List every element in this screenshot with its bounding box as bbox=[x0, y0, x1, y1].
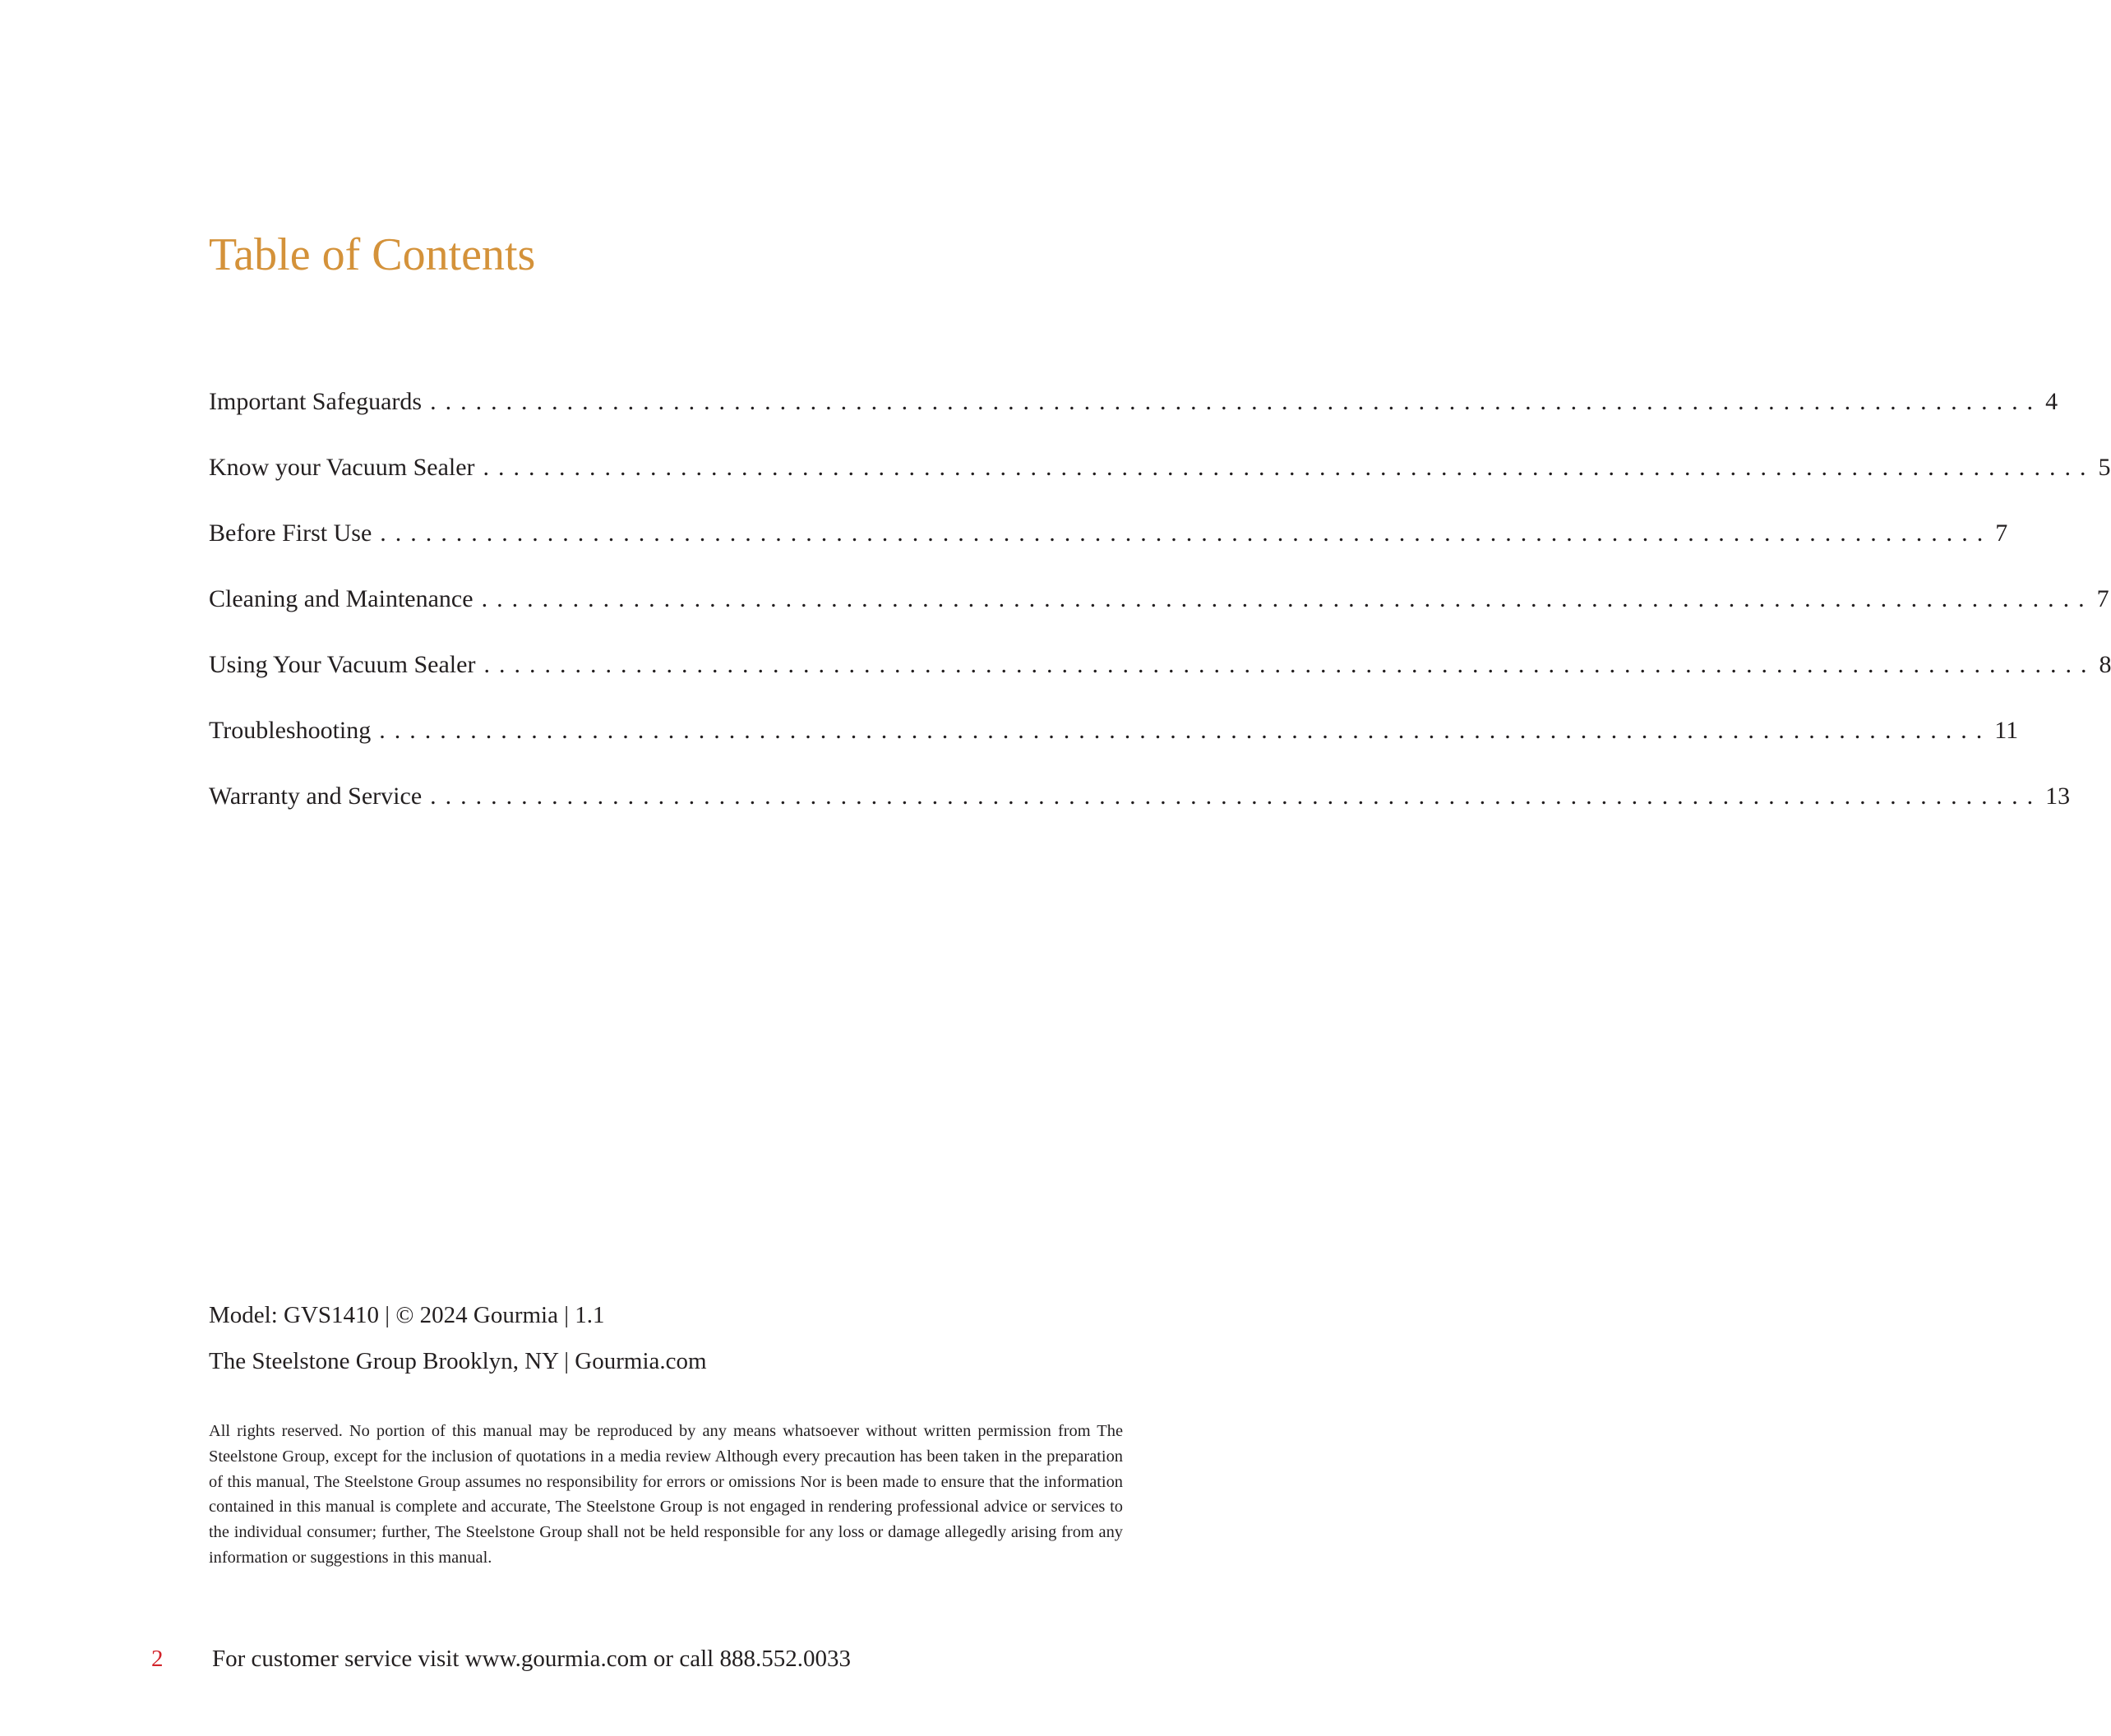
company-line: The Steelstone Group Brooklyn, NY | Gourmia.com bbox=[209, 1348, 707, 1374]
product-info bbox=[209, 1292, 707, 1384]
toc-label: Before First Use bbox=[209, 519, 372, 547]
toc-page-number: 13 bbox=[2045, 783, 2071, 810]
toc-entry-using-your-vacuum-sealer[interactable] bbox=[209, 651, 2111, 717]
toc-entry-cleaning-and-maintenance[interactable] bbox=[209, 585, 2109, 651]
toc-entry-before-first-use[interactable] bbox=[209, 519, 2008, 585]
dot-leader: .......................................................................................................... bbox=[380, 519, 1993, 547]
dot-leader: .......................................................................................................... bbox=[481, 585, 2094, 612]
toc-page-number: 7 bbox=[2096, 585, 2109, 612]
toc-page-number: 11 bbox=[1994, 717, 2019, 744]
dot-leader: .......................................................................................................... bbox=[430, 783, 2043, 810]
table-of-contents bbox=[209, 388, 2111, 848]
dot-leader: .......................................................................................................... bbox=[430, 388, 2043, 415]
toc-entry-important-safeguards[interactable] bbox=[209, 388, 2058, 454]
dot-leader: .......................................................................................................... bbox=[483, 651, 2096, 678]
toc-entry-know-your-vacuum-sealer[interactable] bbox=[209, 454, 2111, 519]
page-footer bbox=[0, 1646, 1342, 1678]
toc-label: Know your Vacuum Sealer bbox=[209, 454, 475, 481]
legal-notice: All rights reserved. No portion of this manual may be reproduced by any means whatsoever without written permission from The Steelstone Group, except for the inclusion of quotations in a media review Although every precaution has been taken in the preparation of this manual, The Steelstone Group assumes no responsibility for errors or omissions Nor is been made to ensure that the information contained in this manual is complete and accurate, The Steelstone Group is not engaged in rendering professional advice or services to the individual consumer; further, The Steelstone Group shall not be held responsible for any loss or damage allegedly arising from any information or suggestions in this manual. bbox=[209, 1422, 1123, 1567]
dot-leader: .......................................................................................................... bbox=[379, 717, 1992, 744]
toc-page-number: 4 bbox=[2045, 388, 2058, 415]
toc-label: Cleaning and Maintenance bbox=[209, 585, 473, 612]
toc-entry-warranty-and-service[interactable] bbox=[209, 783, 2071, 848]
dot-leader: .......................................................................................................... bbox=[483, 454, 2095, 481]
page-title: Table of Contents bbox=[209, 229, 536, 280]
toc-label: Important Safeguards bbox=[209, 388, 423, 415]
model-line: Model: GVS1410 | © 2024 Gourmia | 1.1 bbox=[209, 1302, 605, 1328]
toc-page-number: 5 bbox=[2098, 454, 2111, 481]
customer-service-line: For customer service visit www.gourmia.com or call 888.552.0033 bbox=[212, 1646, 851, 1672]
toc-label: Using Your Vacuum Sealer bbox=[209, 651, 476, 678]
toc-label: Warranty and Service bbox=[209, 783, 423, 810]
toc-page-number: 7 bbox=[1995, 519, 2008, 547]
page-number: 2 bbox=[151, 1646, 164, 1672]
toc-page-number: 8 bbox=[2099, 651, 2111, 678]
toc-label: Troubleshooting bbox=[209, 717, 372, 744]
toc-entry-troubleshooting[interactable] bbox=[209, 717, 2019, 783]
